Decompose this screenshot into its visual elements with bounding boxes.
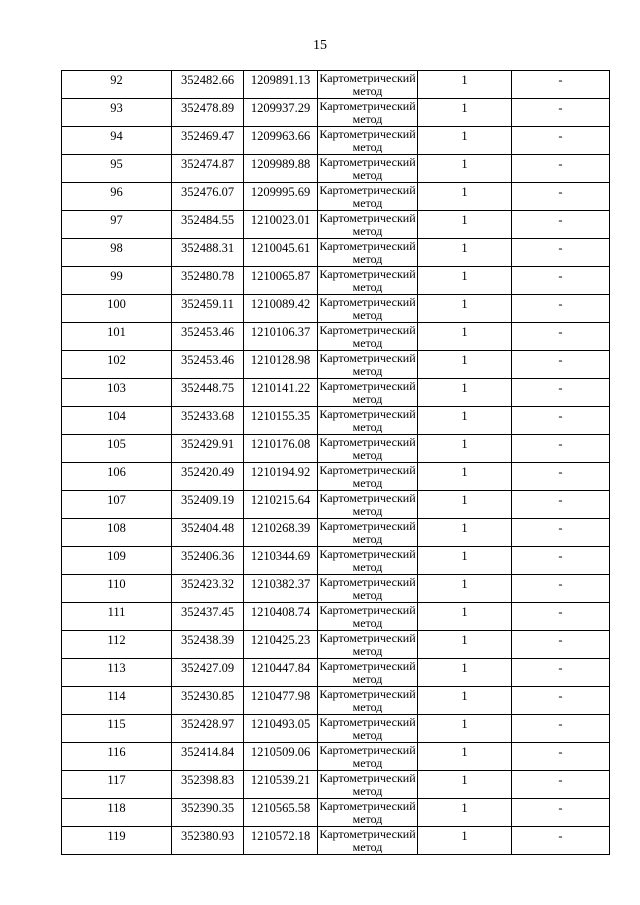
method-text: Картометрический метод bbox=[319, 799, 416, 825]
point-number-cell: 112 bbox=[62, 631, 172, 659]
value-cell: 1 bbox=[418, 743, 512, 771]
note-cell: - bbox=[512, 631, 610, 659]
method-text: Картометрический метод bbox=[319, 771, 416, 797]
method-text: Картометрический метод bbox=[319, 99, 416, 125]
method-cell bbox=[318, 351, 418, 379]
x-coordinate-cell: 352448.75 bbox=[172, 379, 244, 407]
x-coordinate-cell: 352429.91 bbox=[172, 435, 244, 463]
table-row bbox=[62, 687, 610, 715]
point-number-cell: 119 bbox=[62, 827, 172, 855]
table-row bbox=[62, 631, 610, 659]
x-coordinate-cell: 352478.89 bbox=[172, 99, 244, 127]
method-cell bbox=[318, 575, 418, 603]
y-coordinate-cell: 1210477.98 bbox=[244, 687, 318, 715]
y-coordinate-cell: 1210065.87 bbox=[244, 267, 318, 295]
table-row bbox=[62, 379, 610, 407]
point-number-cell: 102 bbox=[62, 351, 172, 379]
method-text: Картометрический метод bbox=[319, 155, 416, 181]
method-text: Картометрический метод bbox=[319, 323, 416, 349]
y-coordinate-cell: 1209937.29 bbox=[244, 99, 318, 127]
y-coordinate-cell: 1210447.84 bbox=[244, 659, 318, 687]
x-coordinate-cell: 352414.84 bbox=[172, 743, 244, 771]
method-cell bbox=[318, 239, 418, 267]
method-cell bbox=[318, 183, 418, 211]
method-cell bbox=[318, 631, 418, 659]
method-cell bbox=[318, 491, 418, 519]
value-cell: 1 bbox=[418, 127, 512, 155]
value-cell: 1 bbox=[418, 687, 512, 715]
method-text: Картометрический метод bbox=[319, 463, 416, 489]
note-cell: - bbox=[512, 211, 610, 239]
method-cell bbox=[318, 771, 418, 799]
method-cell bbox=[318, 155, 418, 183]
value-cell: 1 bbox=[418, 183, 512, 211]
method-cell bbox=[318, 715, 418, 743]
table-row bbox=[62, 183, 610, 211]
method-text: Картометрический метод bbox=[319, 71, 416, 97]
note-cell: - bbox=[512, 183, 610, 211]
y-coordinate-cell: 1210565.58 bbox=[244, 799, 318, 827]
table-row bbox=[62, 463, 610, 491]
table-row bbox=[62, 267, 610, 295]
method-cell bbox=[318, 379, 418, 407]
method-text: Картометрический метод bbox=[319, 267, 416, 293]
method-text: Картометрический метод bbox=[319, 211, 416, 237]
value-cell: 1 bbox=[418, 659, 512, 687]
method-text: Картометрический метод bbox=[319, 575, 416, 601]
note-cell: - bbox=[512, 407, 610, 435]
table-row bbox=[62, 407, 610, 435]
point-number-cell: 109 bbox=[62, 547, 172, 575]
method-cell bbox=[318, 295, 418, 323]
point-number-cell: 95 bbox=[62, 155, 172, 183]
table-row bbox=[62, 659, 610, 687]
method-text: Картометрический метод bbox=[319, 127, 416, 153]
note-cell: - bbox=[512, 827, 610, 855]
x-coordinate-cell: 352409.19 bbox=[172, 491, 244, 519]
method-text: Картометрический метод bbox=[319, 435, 416, 461]
x-coordinate-cell: 352404.48 bbox=[172, 519, 244, 547]
y-coordinate-cell: 1210509.06 bbox=[244, 743, 318, 771]
y-coordinate-cell: 1209995.69 bbox=[244, 183, 318, 211]
value-cell: 1 bbox=[418, 575, 512, 603]
point-number-cell: 115 bbox=[62, 715, 172, 743]
method-text: Картометрический метод bbox=[319, 547, 416, 573]
point-number-cell: 92 bbox=[62, 71, 172, 99]
value-cell: 1 bbox=[418, 99, 512, 127]
method-text: Картометрический метод bbox=[319, 631, 416, 657]
x-coordinate-cell: 352433.68 bbox=[172, 407, 244, 435]
method-cell bbox=[318, 603, 418, 631]
value-cell: 1 bbox=[418, 715, 512, 743]
method-cell bbox=[318, 519, 418, 547]
note-cell: - bbox=[512, 799, 610, 827]
method-cell bbox=[318, 71, 418, 99]
value-cell: 1 bbox=[418, 491, 512, 519]
point-number-cell: 117 bbox=[62, 771, 172, 799]
value-cell: 1 bbox=[418, 239, 512, 267]
method-cell bbox=[318, 407, 418, 435]
value-cell: 1 bbox=[418, 631, 512, 659]
y-coordinate-cell: 1210128.98 bbox=[244, 351, 318, 379]
method-text: Картометрический метод bbox=[319, 351, 416, 377]
method-cell bbox=[318, 463, 418, 491]
x-coordinate-cell: 352380.93 bbox=[172, 827, 244, 855]
y-coordinate-cell: 1210176.08 bbox=[244, 435, 318, 463]
value-cell: 1 bbox=[418, 379, 512, 407]
value-cell: 1 bbox=[418, 799, 512, 827]
value-cell: 1 bbox=[418, 71, 512, 99]
table-row bbox=[62, 603, 610, 631]
x-coordinate-cell: 352406.36 bbox=[172, 547, 244, 575]
x-coordinate-cell: 352423.32 bbox=[172, 575, 244, 603]
y-coordinate-cell: 1210382.37 bbox=[244, 575, 318, 603]
note-cell: - bbox=[512, 71, 610, 99]
y-coordinate-cell: 1210268.39 bbox=[244, 519, 318, 547]
method-text: Картометрический метод bbox=[319, 827, 416, 853]
note-cell: - bbox=[512, 519, 610, 547]
y-coordinate-cell: 1210493.05 bbox=[244, 715, 318, 743]
method-text: Картометрический метод bbox=[319, 407, 416, 433]
method-text: Картометрический метод bbox=[319, 183, 416, 209]
point-number-cell: 94 bbox=[62, 127, 172, 155]
value-cell: 1 bbox=[418, 463, 512, 491]
point-number-cell: 101 bbox=[62, 323, 172, 351]
point-number-cell: 113 bbox=[62, 659, 172, 687]
x-coordinate-cell: 352398.83 bbox=[172, 771, 244, 799]
note-cell: - bbox=[512, 463, 610, 491]
y-coordinate-cell: 1210106.37 bbox=[244, 323, 318, 351]
value-cell: 1 bbox=[418, 435, 512, 463]
method-cell bbox=[318, 827, 418, 855]
note-cell: - bbox=[512, 575, 610, 603]
note-cell: - bbox=[512, 771, 610, 799]
x-coordinate-cell: 352453.46 bbox=[172, 351, 244, 379]
y-coordinate-cell: 1210425.23 bbox=[244, 631, 318, 659]
point-number-cell: 118 bbox=[62, 799, 172, 827]
note-cell: - bbox=[512, 351, 610, 379]
y-coordinate-cell: 1210045.61 bbox=[244, 239, 318, 267]
point-number-cell: 110 bbox=[62, 575, 172, 603]
method-cell bbox=[318, 659, 418, 687]
method-cell bbox=[318, 267, 418, 295]
point-number-cell: 111 bbox=[62, 603, 172, 631]
table-row bbox=[62, 575, 610, 603]
table-row bbox=[62, 771, 610, 799]
y-coordinate-cell: 1210215.64 bbox=[244, 491, 318, 519]
table-row bbox=[62, 827, 610, 855]
note-cell: - bbox=[512, 715, 610, 743]
table-row bbox=[62, 351, 610, 379]
method-text: Картометрический метод bbox=[319, 519, 416, 545]
point-number-cell: 114 bbox=[62, 687, 172, 715]
coordinates-table bbox=[61, 70, 610, 855]
x-coordinate-cell: 352430.85 bbox=[172, 687, 244, 715]
table-row bbox=[62, 211, 610, 239]
method-cell bbox=[318, 127, 418, 155]
x-coordinate-cell: 352469.47 bbox=[172, 127, 244, 155]
table-row bbox=[62, 715, 610, 743]
method-cell bbox=[318, 799, 418, 827]
note-cell: - bbox=[512, 743, 610, 771]
point-number-cell: 97 bbox=[62, 211, 172, 239]
method-text: Картометрический метод bbox=[319, 295, 416, 321]
method-cell bbox=[318, 743, 418, 771]
table-row bbox=[62, 71, 610, 99]
method-text: Картометрический метод bbox=[319, 603, 416, 629]
point-number-cell: 104 bbox=[62, 407, 172, 435]
note-cell: - bbox=[512, 547, 610, 575]
page-number: 15 bbox=[313, 38, 327, 53]
x-coordinate-cell: 352474.87 bbox=[172, 155, 244, 183]
method-text: Картометрический метод bbox=[319, 491, 416, 517]
note-cell: - bbox=[512, 155, 610, 183]
y-coordinate-cell: 1209989.88 bbox=[244, 155, 318, 183]
x-coordinate-cell: 352420.49 bbox=[172, 463, 244, 491]
value-cell: 1 bbox=[418, 827, 512, 855]
value-cell: 1 bbox=[418, 351, 512, 379]
table-row bbox=[62, 547, 610, 575]
y-coordinate-cell: 1210408.74 bbox=[244, 603, 318, 631]
y-coordinate-cell: 1210023.01 bbox=[244, 211, 318, 239]
y-coordinate-cell: 1210572.18 bbox=[244, 827, 318, 855]
note-cell: - bbox=[512, 323, 610, 351]
method-text: Картометрический метод bbox=[319, 715, 416, 741]
method-cell bbox=[318, 99, 418, 127]
table-row bbox=[62, 743, 610, 771]
point-number-cell: 108 bbox=[62, 519, 172, 547]
point-number-cell: 105 bbox=[62, 435, 172, 463]
x-coordinate-cell: 352488.31 bbox=[172, 239, 244, 267]
method-text: Картометрический метод bbox=[319, 239, 416, 265]
x-coordinate-cell: 352438.39 bbox=[172, 631, 244, 659]
point-number-cell: 98 bbox=[62, 239, 172, 267]
note-cell: - bbox=[512, 603, 610, 631]
note-cell: - bbox=[512, 435, 610, 463]
x-coordinate-cell: 352390.35 bbox=[172, 799, 244, 827]
x-coordinate-cell: 352484.55 bbox=[172, 211, 244, 239]
y-coordinate-cell: 1209963.66 bbox=[244, 127, 318, 155]
y-coordinate-cell: 1210194.92 bbox=[244, 463, 318, 491]
value-cell: 1 bbox=[418, 547, 512, 575]
y-coordinate-cell: 1209891.13 bbox=[244, 71, 318, 99]
value-cell: 1 bbox=[418, 155, 512, 183]
note-cell: - bbox=[512, 239, 610, 267]
x-coordinate-cell: 352459.11 bbox=[172, 295, 244, 323]
value-cell: 1 bbox=[418, 519, 512, 547]
note-cell: - bbox=[512, 379, 610, 407]
value-cell: 1 bbox=[418, 267, 512, 295]
y-coordinate-cell: 1210344.69 bbox=[244, 547, 318, 575]
method-cell bbox=[318, 323, 418, 351]
note-cell: - bbox=[512, 99, 610, 127]
point-number-cell: 99 bbox=[62, 267, 172, 295]
method-cell bbox=[318, 687, 418, 715]
table-row bbox=[62, 491, 610, 519]
value-cell: 1 bbox=[418, 771, 512, 799]
point-number-cell: 93 bbox=[62, 99, 172, 127]
table-row bbox=[62, 799, 610, 827]
note-cell: - bbox=[512, 267, 610, 295]
method-cell bbox=[318, 435, 418, 463]
value-cell: 1 bbox=[418, 323, 512, 351]
x-coordinate-cell: 352453.46 bbox=[172, 323, 244, 351]
table-row bbox=[62, 155, 610, 183]
value-cell: 1 bbox=[418, 407, 512, 435]
table-row bbox=[62, 239, 610, 267]
x-coordinate-cell: 352428.97 bbox=[172, 715, 244, 743]
table-row bbox=[62, 519, 610, 547]
value-cell: 1 bbox=[418, 295, 512, 323]
y-coordinate-cell: 1210089.42 bbox=[244, 295, 318, 323]
point-number-cell: 96 bbox=[62, 183, 172, 211]
point-number-cell: 106 bbox=[62, 463, 172, 491]
x-coordinate-cell: 352437.45 bbox=[172, 603, 244, 631]
table-row bbox=[62, 323, 610, 351]
x-coordinate-cell: 352476.07 bbox=[172, 183, 244, 211]
table-row bbox=[62, 127, 610, 155]
point-number-cell: 103 bbox=[62, 379, 172, 407]
point-number-cell: 100 bbox=[62, 295, 172, 323]
method-text: Картометрический метод bbox=[319, 659, 416, 685]
x-coordinate-cell: 352427.09 bbox=[172, 659, 244, 687]
method-cell bbox=[318, 211, 418, 239]
note-cell: - bbox=[512, 295, 610, 323]
table-row bbox=[62, 435, 610, 463]
table-row bbox=[62, 295, 610, 323]
coordinates-table-body bbox=[62, 71, 610, 855]
point-number-cell: 116 bbox=[62, 743, 172, 771]
method-text: Картометрический метод bbox=[319, 743, 416, 769]
x-coordinate-cell: 352480.78 bbox=[172, 267, 244, 295]
value-cell: 1 bbox=[418, 211, 512, 239]
note-cell: - bbox=[512, 491, 610, 519]
method-cell bbox=[318, 547, 418, 575]
table-row bbox=[62, 99, 610, 127]
y-coordinate-cell: 1210141.22 bbox=[244, 379, 318, 407]
note-cell: - bbox=[512, 659, 610, 687]
y-coordinate-cell: 1210539.21 bbox=[244, 771, 318, 799]
value-cell: 1 bbox=[418, 603, 512, 631]
method-text: Картометрический метод bbox=[319, 687, 416, 713]
point-number-cell: 107 bbox=[62, 491, 172, 519]
y-coordinate-cell: 1210155.35 bbox=[244, 407, 318, 435]
note-cell: - bbox=[512, 127, 610, 155]
x-coordinate-cell: 352482.66 bbox=[172, 71, 244, 99]
method-text: Картометрический метод bbox=[319, 379, 416, 405]
note-cell: - bbox=[512, 687, 610, 715]
